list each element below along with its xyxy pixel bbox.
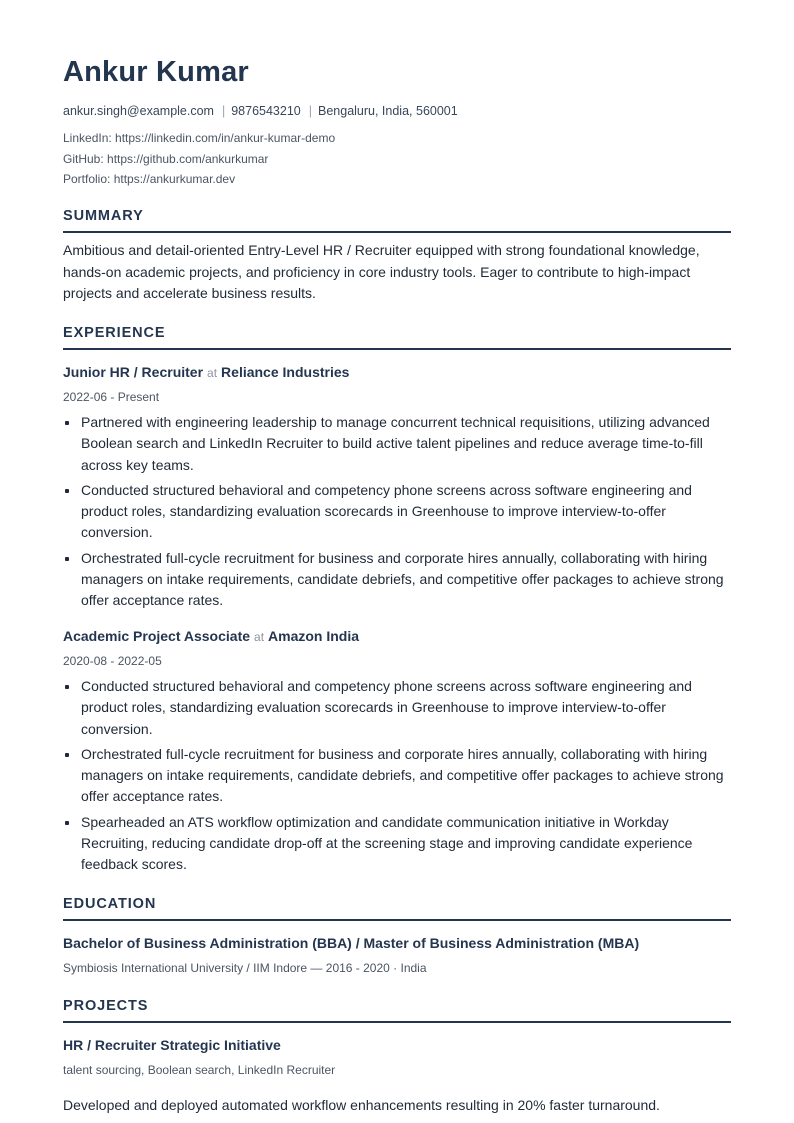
bullet-text: Conducted structured behavioral and competency phone screens across software engineering and product roles, standardizing evaluation scorecards in Greenhouse to improve interview-to-offer conversion. bbox=[81, 481, 692, 541]
project-title: HR / Recruiter Strategic Initiative bbox=[63, 1037, 281, 1053]
job-at: at bbox=[207, 366, 218, 380]
bullet-icon bbox=[65, 821, 69, 825]
list-item bbox=[63, 744, 731, 808]
summary-heading: SUMMARY bbox=[63, 207, 731, 233]
job-title: Junior HR / Recruiter bbox=[63, 364, 204, 380]
phone-number: 9876543210 bbox=[231, 104, 301, 118]
project-description: Developed and deployed automated workflow enhancements resulting in 20% faster turnaround. bbox=[63, 1097, 660, 1113]
experience-heading: EXPERIENCE bbox=[63, 324, 731, 350]
candidate-name: Ankur Kumar bbox=[63, 56, 249, 88]
list-item bbox=[63, 548, 731, 612]
education-details: Symbiosis International University / IIM Indore — 2016 - 2020 · India bbox=[63, 961, 427, 975]
bullet-text: Orchestrated full-cycle recruitment for business and corporate hires annually, collaborating with hiring managers on intake requirements, candidate debriefs, and competitive offer packages to achieve strong offer acceptance rates. bbox=[81, 549, 724, 609]
bullet-text: Spearheaded an ATS workflow optimization and candidate communication initiative in Workday Recruiting, reducing candidate drop-off at the screening stage and improving candidate experience feedback scores. bbox=[81, 813, 693, 873]
project-tech: talent sourcing, Boolean search, LinkedIn Recruiter bbox=[63, 1063, 336, 1077]
job-header bbox=[63, 362, 731, 383]
bullet-icon bbox=[65, 753, 69, 757]
degree-title: Bachelor of Business Administration (BBA) / Master of Business Administration (MBA) bbox=[63, 935, 640, 951]
profile-links bbox=[63, 128, 335, 190]
bullet-icon bbox=[65, 489, 69, 493]
job-title: Academic Project Associate bbox=[63, 628, 251, 644]
projects-heading: PROJECTS bbox=[63, 997, 731, 1023]
github-link[interactable]: GitHub: https://github.com/ankurkumar bbox=[63, 151, 269, 166]
job-dates: 2022-06 - Present bbox=[63, 390, 160, 404]
job-bullets bbox=[63, 412, 731, 616]
contact-separator: | bbox=[308, 104, 312, 118]
bullet-icon bbox=[65, 557, 69, 561]
summary-text: Ambitious and detail-oriented Entry-Level HR / Recruiter equipped with strong foundational knowledge, hands-on academic projects, and proficiency in core industry tools. Eager to contribute to high-impact projects and accelerate business results. bbox=[63, 242, 700, 301]
email-link[interactable]: ankur.singh@example.com bbox=[63, 104, 214, 118]
job-company: Amazon India bbox=[268, 628, 360, 644]
contact-row bbox=[63, 102, 458, 120]
contact-separator: | bbox=[221, 104, 226, 118]
job-dates: 2020-08 - 2022-05 bbox=[63, 654, 162, 668]
job-bullets bbox=[63, 676, 731, 880]
job-at: at bbox=[254, 630, 265, 644]
bullet-text: Partnered with engineering leadership to manage concurrent technical requisitions, utilizing advanced Boolean search and LinkedIn Recruiter to build active talent pipelines and reduce average time-to-fill across key teams. bbox=[81, 414, 710, 473]
list-item bbox=[63, 412, 731, 476]
linkedin-link[interactable]: LinkedIn: https://linkedin.com/in/ankur-kumar-demo bbox=[63, 131, 336, 145]
bullet-text: Conducted structured behavioral and competency phone screens across software engineering and product roles, standardizing evaluation scorecards in Greenhouse to improve interview-to-offer conversion. bbox=[81, 678, 692, 737]
list-item bbox=[63, 812, 731, 876]
education-heading: EDUCATION bbox=[63, 895, 731, 921]
bullet-icon bbox=[65, 685, 69, 689]
list-item bbox=[63, 676, 731, 740]
portfolio-link[interactable]: Portfolio: https://ankurkumar.dev bbox=[63, 172, 236, 186]
list-item bbox=[63, 480, 731, 544]
location: Bengaluru, India, 560001 bbox=[318, 104, 458, 118]
bullet-icon bbox=[65, 421, 69, 425]
job-header bbox=[63, 626, 731, 647]
bullet-text: Orchestrated full-cycle recruitment for business and corporate hires annually, collaborating with hiring managers on intake requirements, candidate debriefs, and competitive offer packages to achieve strong offer acceptance rates. bbox=[81, 745, 724, 805]
job-company: Reliance Industries bbox=[221, 364, 350, 380]
